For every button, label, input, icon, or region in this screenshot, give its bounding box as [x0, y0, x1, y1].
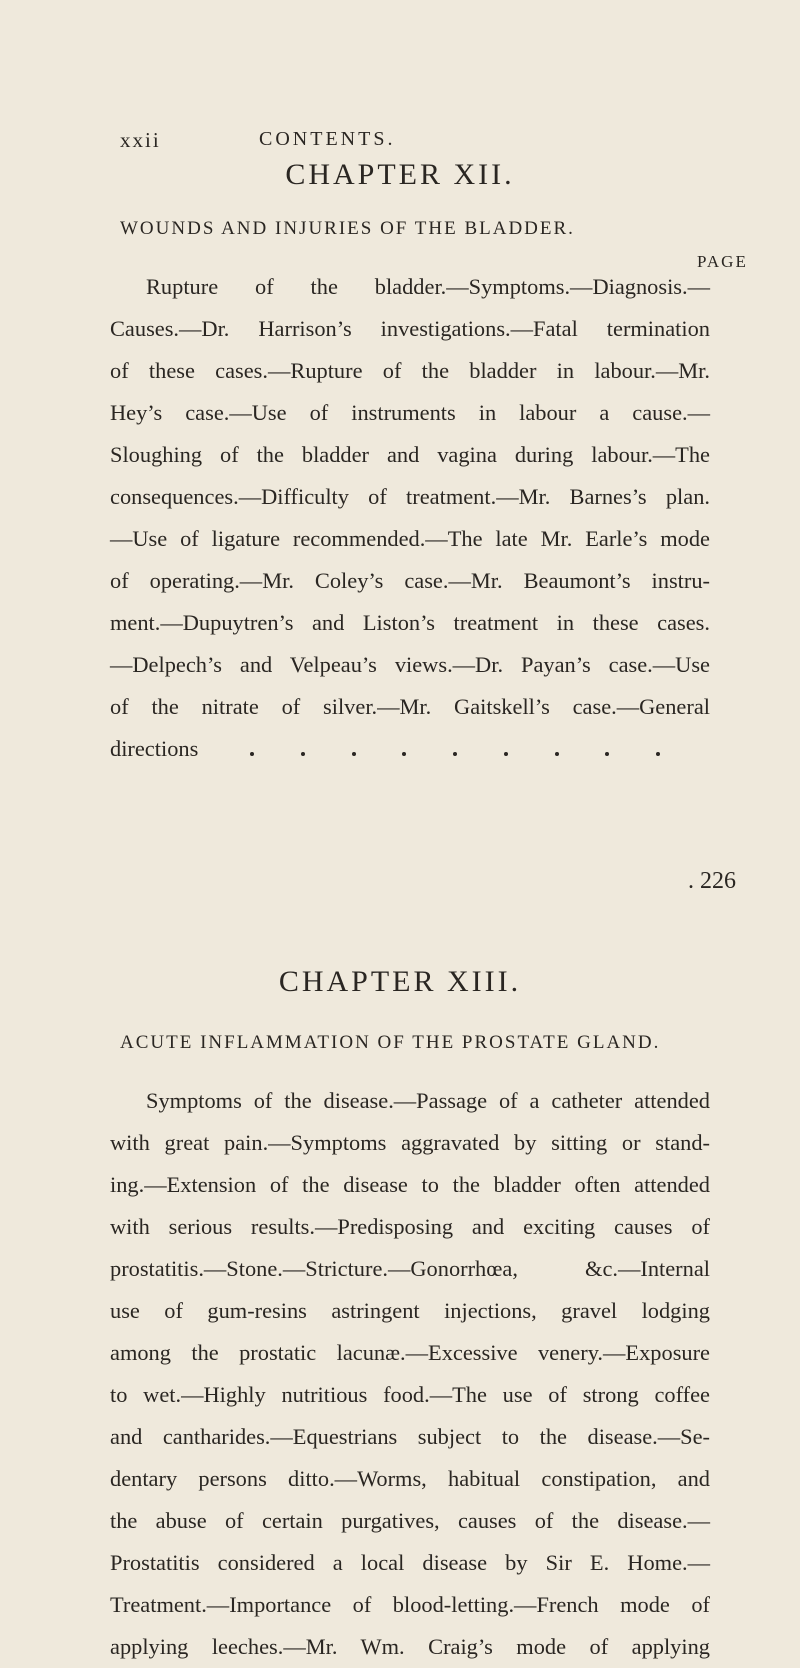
- running-head: [0, 128, 800, 158]
- summary-line: prostatitis.—Stone.—Stricture.—Gonorrhœa, &c.—Internal: [110, 1256, 710, 1281]
- dot-leaders: [250, 752, 660, 756]
- summary-line: use of gum-resins astringent injections, gravel lodging: [110, 1298, 710, 1323]
- summary-line: —Delpech’s and Velpeau’s views.—Dr. Payan’s case.—Use: [110, 652, 710, 677]
- summary-line: applying leeches.—Mr. Wm. Craig’s mode of applying: [110, 1634, 710, 1659]
- summary-line: and cantharides.—Equestrians subject to the disease.—Se-: [110, 1424, 710, 1449]
- summary-line: Causes.—Dr. Harrison’s investigations.—Fatal termination: [110, 316, 710, 341]
- page-number: . 226: [688, 868, 736, 894]
- summary-line: with serious results.—Predisposing and exciting causes of: [110, 1214, 710, 1239]
- summary-line: Sloughing of the bladder and vagina during labour.—The: [110, 442, 710, 467]
- summary-line: with great pain.—Symptoms aggravated by sitting or stand-: [110, 1130, 710, 1155]
- summary-line: Rupture of the bladder.—Symptoms.—Diagnosis.—: [146, 274, 710, 299]
- summary-line-directions: directions: [110, 736, 199, 761]
- chapter-12-subtitle: WOUNDS AND INJURIES OF THE BLADDER.: [120, 218, 575, 239]
- summary-last-line: [110, 728, 710, 770]
- summary-line: among the prostatic lacunæ.—Excessive venery.—Exposure: [110, 1340, 710, 1365]
- chapter-13-subtitle: ACUTE INFLAMMATION OF THE PROSTATE GLAND.: [120, 1032, 661, 1053]
- summary-line: of these cases.—Rupture of the bladder in labour.—Mr.: [110, 358, 710, 383]
- summary-line: —Use of ligature recommended.—The late Mr. Earle’s mode: [110, 526, 710, 551]
- summary-line: the abuse of certain purgatives, causes of the disease.—: [110, 1508, 710, 1533]
- summary-line: dentary persons ditto.—Worms, habitual constipation, and: [110, 1466, 710, 1491]
- running-head-title: CONTENTS.: [259, 128, 396, 150]
- chapter-12-title: CHAPTER XII.: [285, 158, 515, 191]
- chapter-13-title: CHAPTER XIII.: [278, 965, 522, 998]
- summary-line: ment.—Dupuytren’s and Liston’s treatment in these cases.: [110, 610, 710, 635]
- page-folio: xxii: [120, 128, 161, 152]
- summary-line: ing.—Extension of the disease to the bladder often attended: [110, 1172, 710, 1197]
- summary-line: of the nitrate of silver.—Mr. Gaitskell’s case.—General: [110, 694, 710, 719]
- summary-line: to wet.—Highly nutritious food.—The use of strong coffee: [110, 1382, 710, 1407]
- summary-line: Prostatitis considered a local disease by Sir E. Home.—: [110, 1550, 710, 1575]
- summary-line: Symptoms of the disease.—Passage of a catheter attended: [146, 1088, 710, 1113]
- page-column-label: PAGE: [697, 252, 748, 271]
- summary-line: Hey’s case.—Use of instruments in labour a cause.—: [110, 400, 710, 425]
- summary-line: Treatment.—Importance of blood-letting.—French mode of: [110, 1592, 710, 1617]
- chapter-13-summary: [110, 1080, 710, 1668]
- chapter-12-summary: [110, 266, 710, 770]
- summary-line: of operating.—Mr. Coley’s case.—Mr. Beaumont’s instru-: [110, 568, 710, 593]
- summary-line: consequences.—Difficulty of treatment.—Mr. Barnes’s plan.: [110, 484, 710, 509]
